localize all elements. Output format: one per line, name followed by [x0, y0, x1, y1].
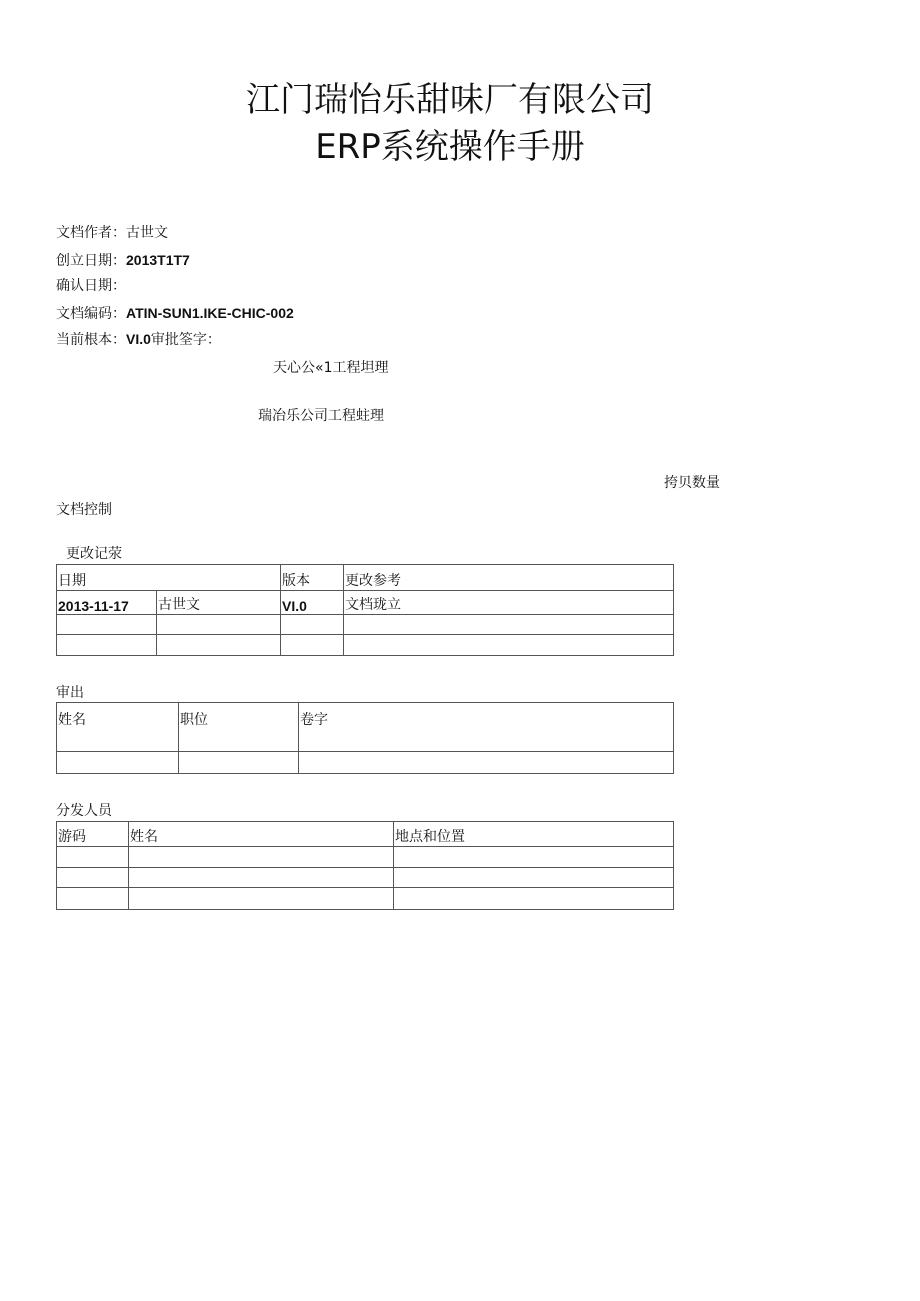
header-change-ref: 更改参考 [344, 565, 674, 591]
cell-location [394, 847, 674, 868]
cell-name [57, 752, 179, 774]
meta-confirm [56, 278, 126, 294]
cell-change-ref [344, 615, 674, 635]
cell-author: 古世文 [157, 591, 281, 615]
header-number: 游码 [57, 822, 129, 847]
signature-line-2: 瑞冶乐公司工程蛀理 [258, 408, 384, 424]
header-date: 日期 [57, 565, 281, 591]
meta-author [56, 225, 168, 241]
cell-name [129, 847, 394, 868]
header-name: 姓名 [57, 703, 179, 752]
cell-date: 2013-11-17 [57, 591, 157, 615]
distribution-table [56, 821, 674, 910]
created-label: 创立日期： [56, 253, 126, 269]
cell-position [179, 752, 299, 774]
table-row [57, 615, 674, 635]
header-signature: 卷字 [299, 703, 674, 752]
cell-version [281, 615, 344, 635]
table-row [57, 868, 674, 888]
signature-line-1: 天心公«1工程坦理 [273, 360, 389, 376]
change-log-table [56, 564, 674, 656]
author-label: 文档作者： [56, 225, 126, 241]
code-label: 文档编码： [56, 306, 126, 322]
cell-version [281, 635, 344, 656]
cell-location [394, 868, 674, 888]
created-value: 2013T1T7 [126, 252, 190, 268]
cell-location [394, 888, 674, 910]
cell-change-ref: 文档珑立 [344, 591, 674, 615]
cell-number [57, 868, 129, 888]
table-header-row [57, 565, 674, 591]
cell-signature [299, 752, 674, 774]
cell-change-ref [344, 635, 674, 656]
author-value: 古世文 [126, 225, 168, 241]
header-version: 版本 [281, 565, 344, 591]
review-heading: 审出 [56, 685, 84, 701]
cell-date [57, 615, 157, 635]
table-row [57, 752, 674, 774]
approval-label: 审批筌字： [150, 332, 221, 348]
review-table [56, 702, 674, 774]
table-row [57, 888, 674, 910]
table-header-row [57, 703, 674, 752]
table-row [57, 635, 674, 656]
code-value: ATIN-SUN1.IKE-CHIC-002 [126, 305, 294, 321]
confirm-label: 确认日期： [56, 278, 126, 294]
table-row [57, 591, 674, 615]
cell-version: VI.0 [281, 591, 344, 615]
meta-created [56, 252, 190, 269]
cell-author [157, 615, 281, 635]
meta-code [56, 305, 294, 322]
cell-number [57, 888, 129, 910]
version-label: 当前根本： [56, 332, 126, 348]
document-title: 江门瑞怡乐甜味厂有限公司 [246, 80, 654, 120]
cell-name [129, 888, 394, 910]
change-log-heading: 更改记荥 [66, 546, 122, 562]
cell-date [57, 635, 157, 656]
version-value: VI.0 [126, 331, 151, 347]
header-position: 职位 [179, 703, 299, 752]
distribution-heading: 分发人员 [56, 803, 112, 819]
table-row [57, 847, 674, 868]
table-header-row [57, 822, 674, 847]
cell-name [129, 868, 394, 888]
header-location: 地点和位置 [394, 822, 674, 847]
copy-count-label: 挎贝数量 [664, 475, 720, 491]
cell-number [57, 847, 129, 868]
cell-author [157, 635, 281, 656]
meta-version [56, 331, 221, 348]
doc-control-heading: 文档控制 [56, 502, 112, 518]
document-subtitle: ERP系统操作手册 [315, 127, 585, 167]
header-name: 姓名 [129, 822, 394, 847]
